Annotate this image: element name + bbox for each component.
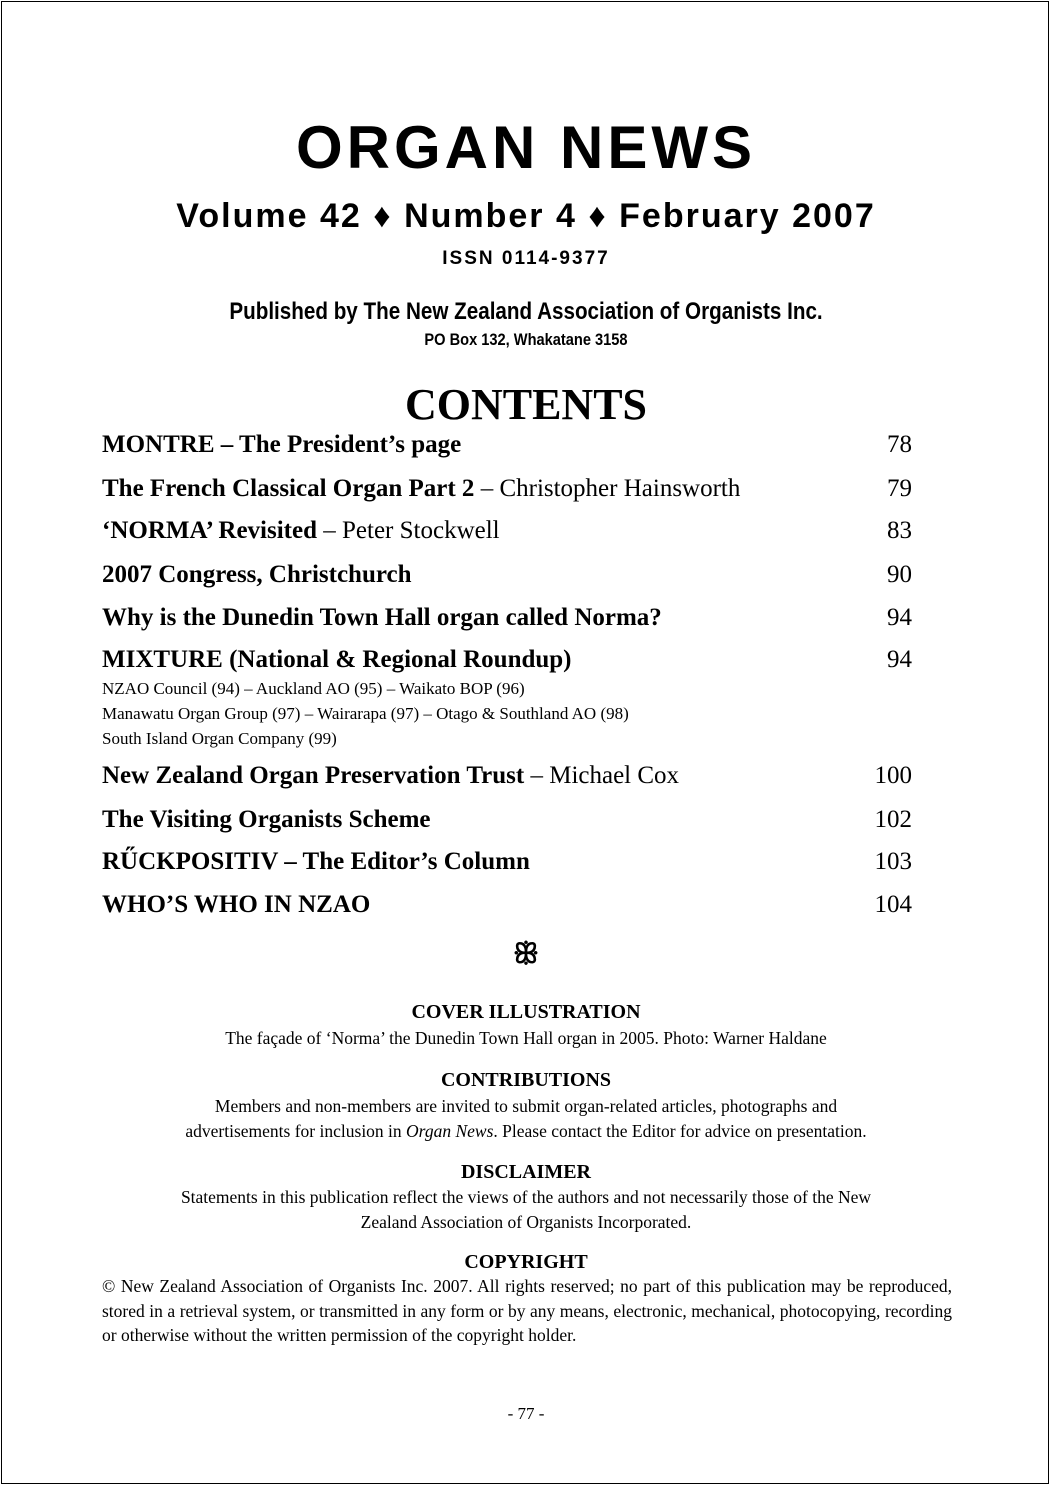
number-label: Number 4 bbox=[404, 197, 577, 235]
toc-entry[interactable] bbox=[102, 514, 912, 548]
toc-page: 83 bbox=[887, 517, 912, 544]
copyright-heading: COPYRIGHT bbox=[464, 1251, 588, 1273]
copyright-text: © New Zealand Association of Organists Inc. 2007. All rights reserved; no part of this publication may be reproduced, stored in a retrieval system, or transmitted in any form or by any means, electronic, mechanical, photocopying, recording or otherwise without the written permission of the copyright holder. bbox=[102, 1276, 952, 1345]
toc-title: MONTRE – The President’s page bbox=[102, 431, 462, 458]
toc-page: 102 bbox=[874, 806, 912, 833]
diamond-separator: ♦ bbox=[588, 197, 608, 235]
toc-author: – Christopher Hainsworth bbox=[474, 475, 741, 502]
ornament-icon: ꕥ bbox=[513, 939, 539, 970]
toc-entry[interactable] bbox=[102, 643, 912, 677]
toc-author: – Peter Stockwell bbox=[317, 517, 500, 544]
contents-heading: CONTENTS bbox=[404, 380, 648, 429]
mixture-subentry: South Island Organ Company (99) bbox=[102, 729, 337, 748]
toc-entry[interactable] bbox=[102, 428, 912, 462]
toc-title: The Visiting Organists Scheme bbox=[102, 806, 431, 833]
toc-entry[interactable] bbox=[102, 601, 912, 635]
publication-name: Organ News bbox=[406, 1121, 494, 1141]
diamond-separator: ♦ bbox=[373, 197, 393, 235]
toc-entry[interactable] bbox=[102, 558, 912, 592]
contributions-text: . Please contact the Editor for advice on presentation. bbox=[493, 1121, 867, 1141]
toc-title: ‘NORMA’ Revisited bbox=[102, 517, 317, 544]
disclaimer-heading: DISCLAIMER bbox=[460, 1161, 592, 1183]
toc-entry[interactable] bbox=[102, 845, 912, 879]
contributions-line bbox=[0, 1119, 1052, 1143]
toc-title: MIXTURE (National & Regional Roundup) bbox=[102, 646, 572, 673]
contributions-line: Members and non-members are invited to submit organ-related articles, photographs and bbox=[214, 1096, 838, 1116]
page-number: - 77 - bbox=[507, 1404, 545, 1423]
toc-page: 94 bbox=[887, 604, 912, 631]
toc-entry[interactable] bbox=[102, 803, 912, 837]
disclaimer-line: Statements in this publication reflect the views of the authors and not necessarily those of the New bbox=[180, 1187, 872, 1207]
date-label: February 2007 bbox=[619, 197, 876, 235]
toc-entry[interactable] bbox=[102, 472, 912, 506]
volume-label: Volume 42 bbox=[176, 197, 362, 235]
toc-title: Why is the Dunedin Town Hall organ called Norma? bbox=[102, 604, 662, 631]
publisher-address: PO Box 132, Whakatane 3158 bbox=[424, 330, 628, 349]
toc-page: 103 bbox=[874, 848, 912, 875]
toc-title: WHO’S WHO IN NZAO bbox=[102, 891, 371, 918]
toc-page: 100 bbox=[874, 762, 912, 789]
toc-page: 104 bbox=[874, 891, 912, 918]
mixture-subentry: NZAO Council (94) – Auckland AO (95) – Waikato BOP (96) bbox=[102, 679, 525, 698]
toc-title: 2007 Congress, Christchurch bbox=[102, 561, 412, 588]
toc-author: – Michael Cox bbox=[524, 762, 680, 789]
disclaimer-line: Zealand Association of Organists Incorporated. bbox=[360, 1212, 692, 1232]
toc-page: 90 bbox=[887, 561, 912, 588]
contributions-text: advertisements for inclusion in bbox=[185, 1121, 407, 1141]
cover-text: The façade of ‘Norma’ the Dunedin Town Hall organ in 2005. Photo: Warner Haldane bbox=[225, 1028, 827, 1048]
cover-heading: COVER ILLUSTRATION bbox=[411, 1001, 641, 1023]
toc-title: New Zealand Organ Preservation Trust bbox=[102, 762, 525, 789]
toc-entry[interactable] bbox=[102, 888, 912, 922]
toc-title: The French Classical Organ Part 2 bbox=[102, 475, 475, 502]
toc-title: RŰCKPOSITIV – The Editor’s Column bbox=[102, 848, 530, 875]
toc-page: 94 bbox=[887, 646, 912, 673]
toc-entry[interactable] bbox=[102, 759, 912, 793]
publisher: Published by The New Zealand Association of Organists Inc. bbox=[229, 298, 823, 325]
toc-page: 79 bbox=[887, 475, 912, 502]
issue-line bbox=[0, 196, 1052, 236]
toc-page: 78 bbox=[887, 431, 912, 458]
issn: ISSN 0114-9377 bbox=[442, 248, 610, 269]
mixture-subentry: Manawatu Organ Group (97) – Wairarapa (97) – Otago & Southland AO (98) bbox=[102, 704, 629, 723]
contributions-heading: CONTRIBUTIONS bbox=[440, 1069, 612, 1091]
magazine-title: ORGAN NEWS bbox=[296, 114, 756, 181]
